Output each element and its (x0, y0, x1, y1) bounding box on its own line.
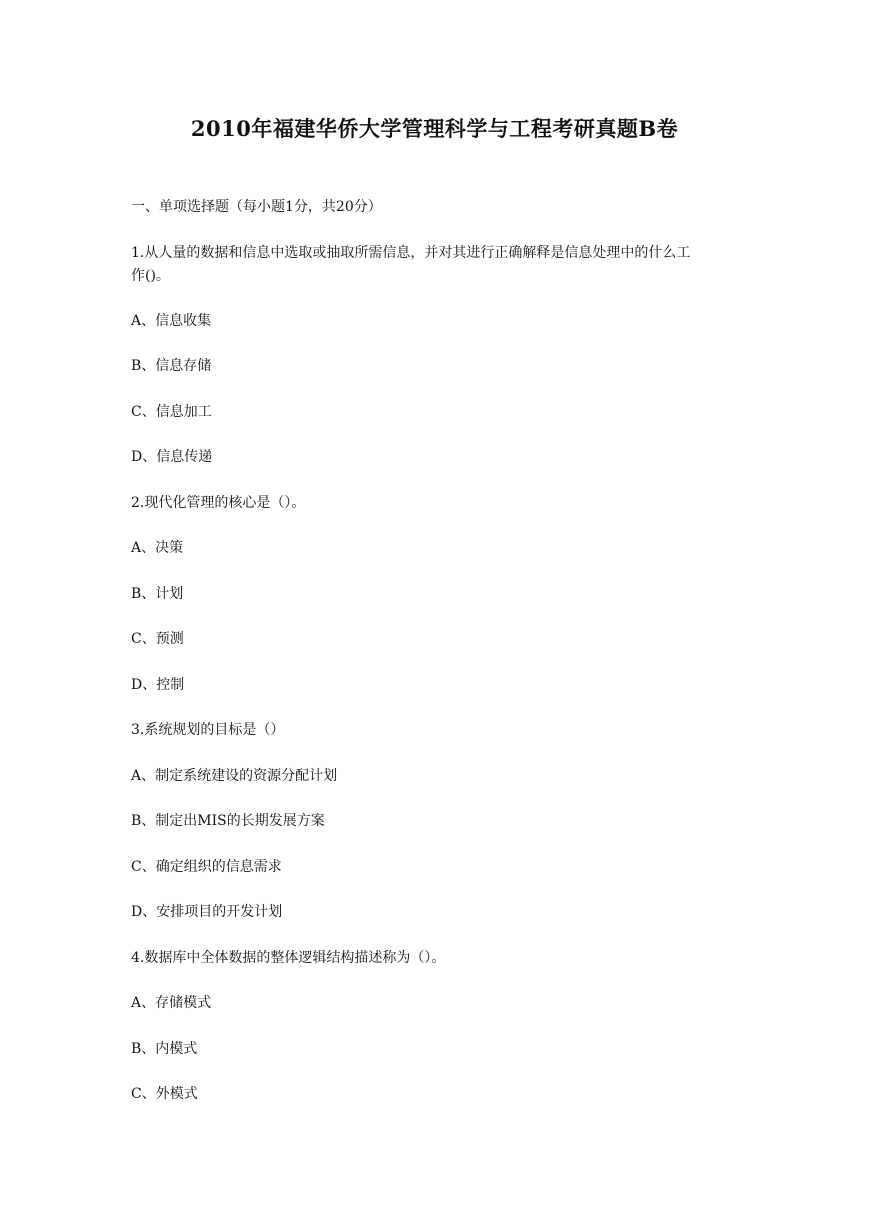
question-3-option-a: A、制定系统建设的资源分配计划 (131, 768, 338, 784)
question-2-stem: 2.现代化管理的核心是（）。 (131, 495, 306, 511)
question-2-option-a: A、决策 (131, 540, 184, 556)
question-1-option-a: A、信息收集 (131, 313, 212, 329)
question-3-stem: 3.系统规划的目标是（） (131, 722, 285, 738)
document-title: 2010年福建华侨大学管理科学与工程考研真题B卷 (190, 116, 679, 141)
question-1-stem-line-2: 作()。 (131, 268, 170, 284)
question-3-option-c: C、确定组织的信息需求 (131, 859, 282, 875)
question-1-option-d: D、信息传递 (131, 449, 213, 465)
question-1-option-b: B、信息存储 (131, 358, 212, 374)
question-2-option-b: B、计划 (131, 586, 184, 602)
question-1-stem-line-1: 1.从人量的数据和信息中选取或抽取所需信息，并对其进行正确解释是信息处理中的什么工 (131, 245, 691, 261)
question-4-option-b: B、内模式 (131, 1041, 198, 1057)
question-4-option-a: A、存储模式 (131, 995, 212, 1011)
question-4-stem: 4.数据库中全体数据的整体逻辑结构描述称为（）。 (131, 950, 446, 966)
section-heading: 一、单项选择题（每小题1分，共20分） (131, 199, 382, 215)
question-3-option-d: D、安排项目的开发计划 (131, 904, 283, 920)
question-1-option-c: C、信息加工 (131, 404, 212, 420)
question-2-option-c: C、预测 (131, 631, 184, 647)
question-4-option-c: C、外模式 (131, 1086, 198, 1102)
question-3-option-b: B、制定出MIS的长期发展方案 (131, 813, 325, 829)
question-2-option-d: D、控制 (131, 677, 185, 693)
